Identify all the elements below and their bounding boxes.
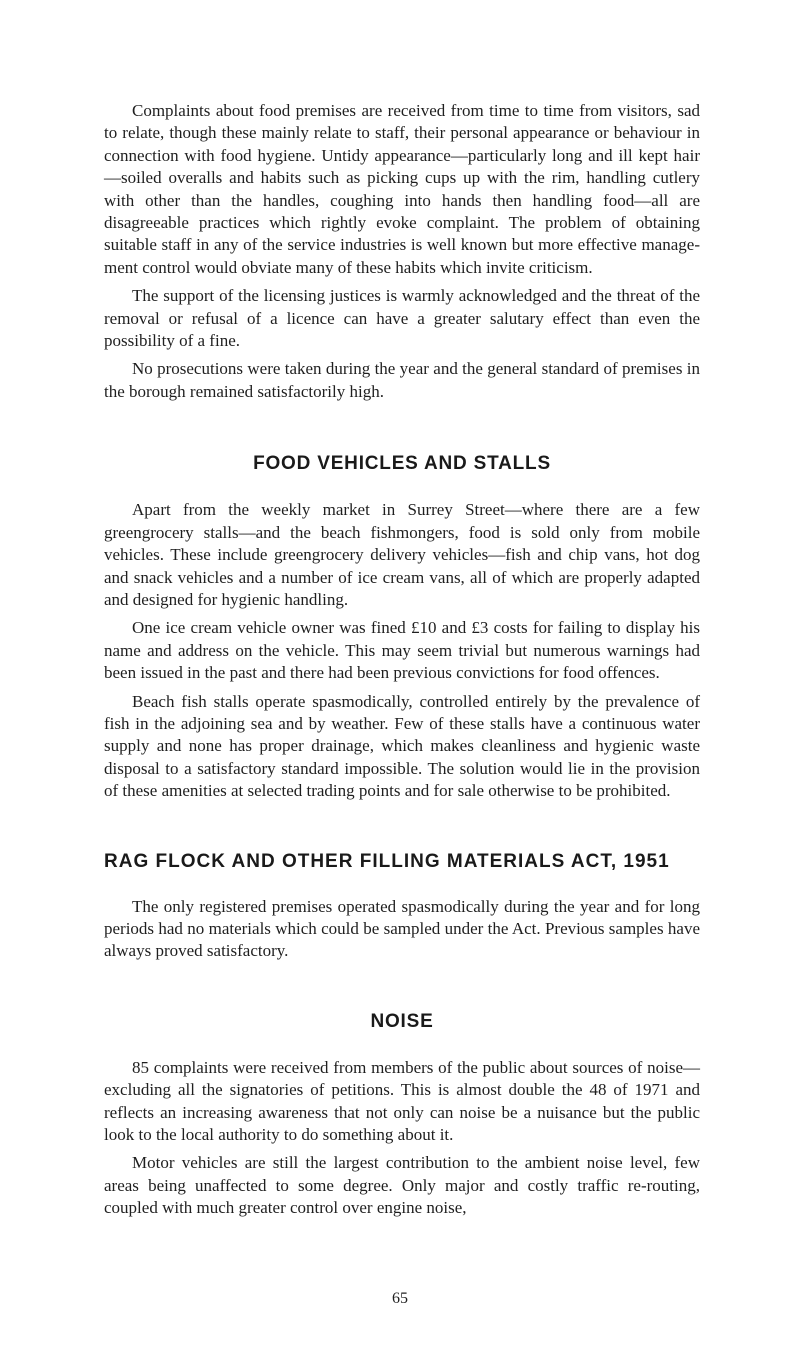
rag-flock-heading: RAG FLOCK AND OTHER FILLING MATERIALS ACT, 1951 [104,850,670,872]
document-page [104,100,700,1220]
food-vehicles-heading: FOOD VEHICLES AND STALLS [253,453,551,475]
food-vehicles-section [104,453,700,802]
food-vehicles-paragraph-2: One ice cream vehicle owner was fined £10 and £3 costs for failing to display his name and address on the vehicle. This may seem trivial but numerous warnings had been issued in the past and there had been previous convictions for food offences. [104,618,700,683]
rag-flock-paragraph-1: The only registered premises operated spasmodically during the year and for long periods had no materials which could be sampled under the Act. Previous samples have always proved satisfactory. [104,896,700,961]
intro-paragraph-1: Complaints about food premises are received from time to time from visitors, sad to relate, though these mainly relate to staff, their personal appearance or behaviour in connection with food hygiene. Untidy appearance—particularly long and ill kept hair—soiled overalls and habits such as picking cups up with the rim, handling cutlery with other than the handles, coughing into hands then handling food—all are disagreeable practices which rightly evoke complaint. The problem of obtaining suitable staff in any of the service industries is well known but more effective management control would obviate many of these habits which invite criticism. [104,101,700,277]
intro-paragraph-3: No prosecutions were taken during the year and the general standard of premises in the borough remained satisfactorily high. [104,359,700,401]
food-vehicles-paragraph-1: Apart from the weekly market in Surrey Street—where there are a few greengrocery stalls—and the beach fishmongers, food is sold only from mobile vehicles. These include greengrocery delivery vehicles—fish and chip vans, hot dog and snack vehicles and a number of ice cream vans, all of which are properly adapted and designed for hygienic handling. [104,500,700,609]
intro-paragraph-2: The support of the licensing justices is warmly acknowledged and the threat of the removal or refusal of a licence can have a greater salutary effect than even the possibility of a fine. [104,286,700,351]
rag-flock-section [104,851,700,963]
intro-section [104,100,700,403]
noise-paragraph-2: Motor vehicles are still the largest contribution to the ambient noise level, few areas being unaffected to some degree. Only major and costly traffic re-routing, coupled with much greater control over engine noise, [104,1153,700,1218]
noise-section [104,1011,700,1220]
noise-paragraph-1: 85 complaints were received from members of the public about sources of noise—excluding all the signatories of petitions. This is almost double the 48 of 1971 and reflects an increasing awareness that not only can noise be a nuisance but the public look to the local authority to do something about it. [104,1057,700,1144]
page-number: 65 [392,1290,408,1307]
noise-heading: NOISE [370,1010,434,1032]
food-vehicles-paragraph-3: Beach fish stalls operate spasmodically, controlled entirely by the prevalence of fish in the adjoining sea and by weather. Few of these stalls have a continuous water supply and none has proper drainage, which makes cleanliness and hygienic waste disposal to a satisfactory standard impossible. The solution would lie in the provision of these amenities at selected trading points and for sale otherwise to be prohibited. [104,691,700,801]
